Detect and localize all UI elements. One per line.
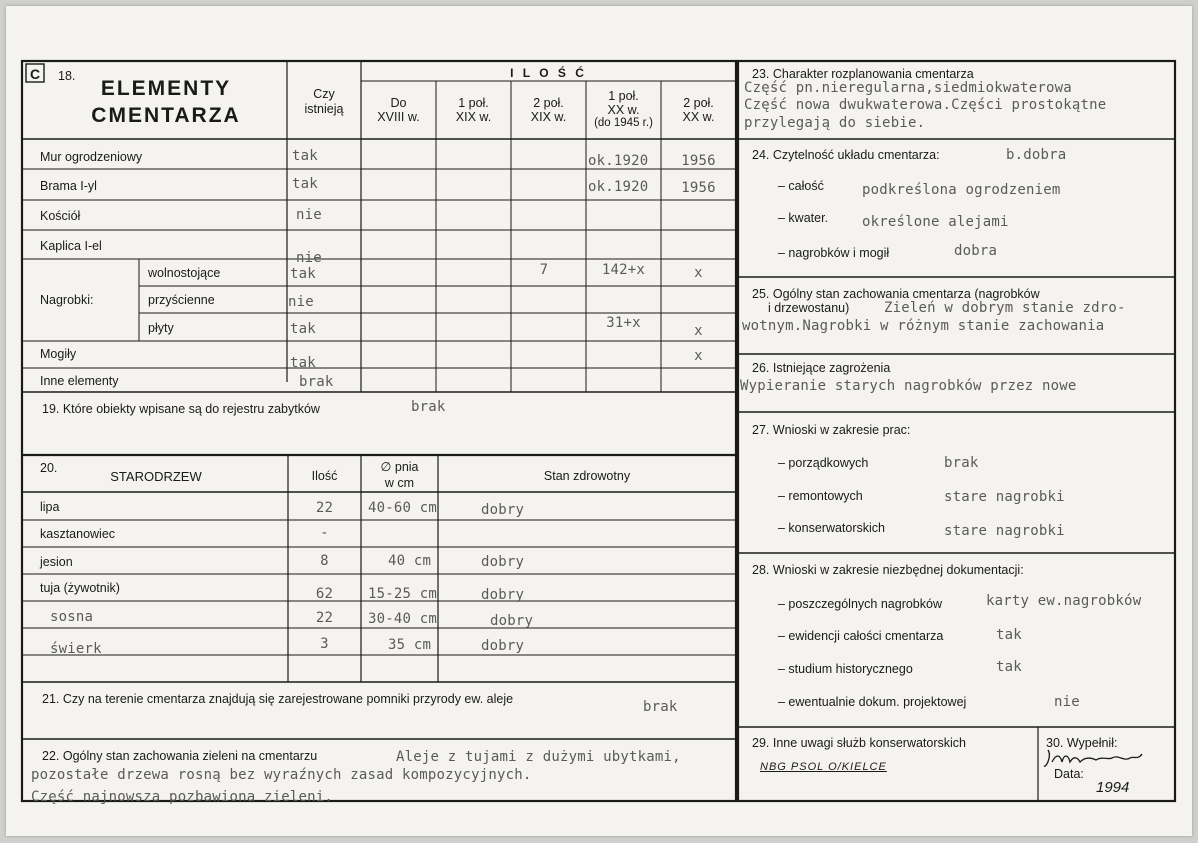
- tree-stan: dobry: [481, 638, 525, 654]
- title-line-2: CMENTARZA: [91, 104, 241, 127]
- q21-answer: brak: [643, 699, 678, 715]
- element-period-4: 31+x: [606, 315, 641, 331]
- q23-line-3: przylegają do siebie.: [744, 115, 926, 131]
- ilosc-header: I L O Ś Ć: [510, 66, 587, 80]
- element-label: Kościół: [40, 209, 81, 223]
- q30-data-label: Data:: [1054, 767, 1084, 781]
- element-period-5: 1956: [681, 153, 716, 169]
- q24-label: 24. Czytelność układu cmentarza:: [752, 148, 940, 162]
- q29-label: 29. Inne uwagi służb konserwatorskich: [752, 736, 967, 750]
- element-period-5: x: [694, 323, 703, 339]
- element-label: Mur ogrodzeniowy: [40, 150, 143, 164]
- q27-item-label: – porządkowych: [778, 456, 869, 470]
- title-line-1: ELEMENTY: [100, 77, 232, 100]
- element-period-5: x: [694, 348, 703, 364]
- record-card: [6, 6, 1192, 836]
- q27-item-label: – konserwatorskich: [778, 521, 885, 535]
- period-header-4-l1: 1 poł.: [608, 89, 639, 103]
- element-label: przyścienne: [148, 293, 215, 307]
- element-czy: tak: [292, 176, 318, 192]
- period-header-2-l1: 1 poł.: [458, 96, 489, 110]
- q25-label-1: 25. Ogólny stan zachowania cmentarza (nagrobków: [752, 287, 1040, 301]
- signature: [1042, 746, 1147, 772]
- element-label: Kaplica I-el: [40, 239, 102, 253]
- q27-item-value: stare nagrobki: [944, 523, 1065, 539]
- period-header-1-l1: Do: [390, 96, 407, 110]
- tree-name: świerk: [50, 641, 102, 657]
- tree-name: tuja (żywotnik): [40, 581, 120, 595]
- q24-item-label: – nagrobków i mogił: [778, 246, 890, 260]
- tree-name: sosna: [50, 609, 94, 625]
- q24-item-value: podkreślona ogrodzeniem: [862, 182, 1061, 198]
- q25-line-2: wotnym.Nagrobki w różnym stanie zachowania: [742, 318, 1105, 334]
- tree-stan: dobry: [490, 613, 534, 629]
- tree-pnia: 40 cm: [388, 553, 432, 569]
- element-period-5: 1956: [681, 180, 716, 196]
- element-label: wolnostojące: [148, 266, 221, 280]
- element-czy: tak: [290, 266, 316, 282]
- q22-label: 22. Ogólny stan zachowania zieleni na cmentarzu: [42, 749, 318, 763]
- q28-item-value: tak: [996, 659, 1022, 675]
- q26-label: 26. Istniejące zagrożenia: [752, 361, 891, 375]
- period-header-5-l2: XX w.: [682, 110, 715, 124]
- period-header-3-l2: XIX w.: [530, 110, 567, 124]
- starodrzew-col-ilosc: Ilość: [311, 469, 338, 483]
- q27-label: 27. Wnioski w zakresie prac:: [752, 423, 911, 437]
- q26-line-1: Wypieranie starych nagrobków przez nowe: [740, 378, 1077, 394]
- q23-line-2: Część nowa dwukwaterowa.Części prostokątne: [744, 97, 1107, 113]
- tree-ilosc: -: [320, 525, 329, 541]
- element-period-4: ok.1920: [588, 153, 649, 169]
- period-header-4-l2: XX w.: [607, 103, 640, 117]
- q19-label: 19. Które obiekty wpisane są do rejestru zabytków: [42, 402, 320, 416]
- element-czy: brak: [299, 374, 334, 390]
- q24-item-value: dobra: [954, 243, 998, 259]
- q23-label: 23. Charakter rozplanowania cmentarza: [752, 67, 974, 81]
- period-header-2-l2: XIX w.: [455, 110, 492, 124]
- section-number: 18.: [58, 69, 76, 83]
- q24-item-label: – całość: [778, 179, 824, 193]
- q30-label: 30. Wypełnił:: [1046, 736, 1118, 750]
- czy-header-1: Czy: [313, 87, 335, 101]
- tree-ilosc: 8: [320, 553, 329, 569]
- tree-ilosc: 62: [315, 586, 334, 602]
- czy-header-2: istnieją: [304, 102, 344, 116]
- tree-ilosc: 22: [315, 610, 334, 626]
- tree-stan: dobry: [481, 554, 525, 570]
- starodrzew-col-pnia-2: w cm: [384, 476, 415, 490]
- q25-label-2: i drzewostanu): [768, 301, 850, 315]
- q25-line-1: Zieleń w dobrym stanie zdro-: [884, 300, 1126, 316]
- element-label: Brama I-yl: [40, 179, 97, 193]
- q22-line-3: Część najnowsza pozbawiona zieleni.: [31, 789, 334, 805]
- starodrzew-col-stan: Stan zdrowotny: [543, 469, 631, 483]
- tree-pnia: 35 cm: [388, 637, 432, 653]
- q23-line-1: Część pn.nieregularna,siedmiokwaterowa: [744, 80, 1072, 96]
- q27-item-label: – remontowych: [778, 489, 863, 503]
- element-period-5: x: [694, 265, 703, 281]
- period-header-1-l2: XVIII w.: [377, 110, 420, 124]
- q28-item-value: tak: [996, 627, 1022, 643]
- element-period-3: 7: [539, 262, 549, 278]
- tree-name: lipa: [40, 500, 60, 514]
- element-czy: nie: [296, 250, 322, 266]
- tree-ilosc: 3: [320, 636, 329, 652]
- q28-item-value: nie: [1054, 694, 1080, 710]
- element-label: Mogiły: [40, 347, 77, 361]
- q28-item-value: karty ew.nagrobków: [986, 593, 1142, 609]
- q29-value: NBG PSOL O/KIELCE: [760, 761, 887, 773]
- q28-item-label: – poszczególnych nagrobków: [778, 597, 942, 611]
- q22-line-1: Aleje z tujami z dużymi ubytkami,: [396, 749, 681, 765]
- tree-stan: dobry: [481, 502, 525, 518]
- q22-line-2: pozostałe drzewa rosną bez wyraźnych zasad kompozycyjnych.: [31, 767, 532, 783]
- tree-pnia: 40-60 cm: [368, 500, 438, 516]
- element-period-4: ok.1920: [588, 179, 649, 195]
- q27-item-value: brak: [944, 455, 979, 471]
- q24-item-label: – kwater.: [778, 211, 829, 225]
- element-czy: nie: [288, 294, 314, 310]
- tree-name: jesion: [40, 555, 73, 569]
- q28-item-label: – studium historycznego: [778, 662, 913, 676]
- period-header-3-l1: 2 poł.: [533, 96, 564, 110]
- element-czy: tak: [292, 148, 318, 164]
- starodrzew-number: 20.: [40, 461, 58, 475]
- q28-label: 28. Wnioski w zakresie niezbędnej dokumentacji:: [752, 563, 1024, 577]
- q28-item-label: – ewidencji całości cmentarza: [778, 629, 944, 643]
- period-header-4-l3: (do 1945 r.): [594, 117, 653, 129]
- tree-stan: dobry: [481, 587, 525, 603]
- starodrzew-col-pnia-1: ∅ pnia: [380, 460, 419, 474]
- tree-ilosc: 22: [315, 500, 334, 516]
- form-grid-lines: [6, 6, 1192, 836]
- element-label: Inne elementy: [40, 374, 119, 388]
- q30-data-value: 1994: [1096, 779, 1130, 796]
- q28-item-label: – ewentualnie dokum. projektowej: [778, 695, 967, 709]
- tree-pnia: 30-40 cm: [368, 611, 438, 627]
- q27-item-value: stare nagrobki: [944, 489, 1065, 505]
- element-czy: tak: [290, 321, 316, 337]
- q24-item-value: określone alejami: [862, 214, 1009, 230]
- element-czy: nie: [296, 207, 322, 223]
- element-czy: tak: [290, 355, 316, 371]
- period-header-5-l1: 2 poł.: [683, 96, 714, 110]
- q19-answer: brak: [411, 399, 446, 415]
- q24-value: b.dobra: [1006, 147, 1067, 163]
- tree-name: kasztanowiec: [40, 527, 116, 541]
- element-period-4: 142+x: [601, 262, 646, 278]
- element-label: płyty: [148, 321, 174, 335]
- q21-label: 21. Czy na terenie cmentarza znajdują się zarejestrowane pomniki przyrody ew. aleje: [42, 692, 514, 706]
- tree-pnia: 15-25 cm: [368, 586, 438, 602]
- section-letter: C: [30, 66, 41, 82]
- nagrobki-label: Nagrobki:: [40, 293, 94, 307]
- starodrzew-title: STARODRZEW: [110, 469, 202, 484]
